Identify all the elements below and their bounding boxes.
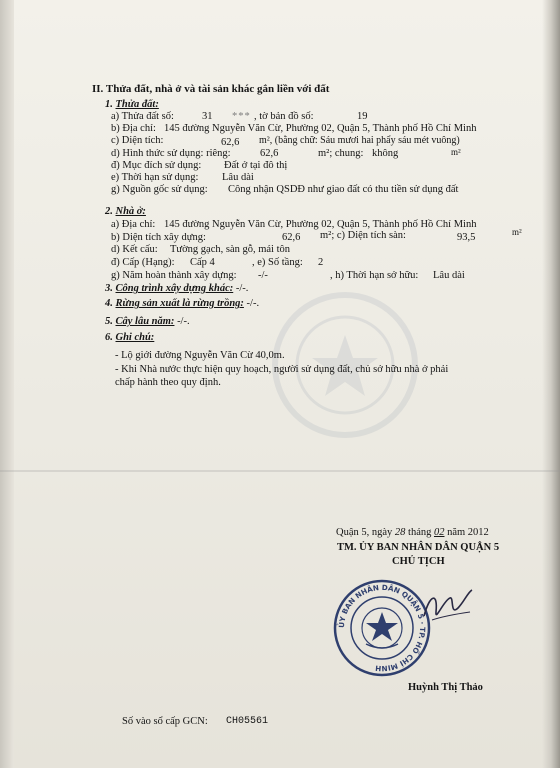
planted-forest-row: 4. Rừng sản xuất là rừng trồng: -/-. xyxy=(105,298,260,309)
other-works-row: 3. Công trình xây dựng khác: -/-. xyxy=(105,283,249,294)
land-parcel-value: 31 xyxy=(202,111,213,122)
land-map-label: , tờ bản đồ số: xyxy=(254,111,314,122)
signer-role: CHỦ TỊCH xyxy=(392,556,445,567)
land-purpose-label: đ) Mục đích sử dụng: xyxy=(111,160,202,171)
land-usage-private: 62,6 xyxy=(260,148,279,159)
land-parcel-redacted: *** xyxy=(232,111,251,122)
house-structure-label: d) Kết cấu: xyxy=(111,244,158,255)
house-floor-area-label: m²; c) Diện tích sàn: xyxy=(320,230,406,241)
registry-number-value: CH05561 xyxy=(226,716,269,727)
house-floors-value: 2 xyxy=(318,257,324,268)
perennial-trees-row: 5. Cây lâu năm: -/-. xyxy=(105,316,190,327)
land-term-label: e) Thời hạn sử dụng: xyxy=(111,172,199,183)
land-purpose-value: Đất ở tại đô thị xyxy=(224,160,288,171)
house-ownership-term-value: Lâu dài xyxy=(433,270,465,281)
house-grade-label: đ) Cấp (Hạng): xyxy=(111,257,175,268)
note-line-3: chấp hành theo quy định. xyxy=(115,377,221,388)
registry-number-label: Số vào sổ cấp GCN: xyxy=(122,716,208,727)
house-floors-label: , e) Số tầng: xyxy=(252,257,303,268)
land-origin-value: Công nhận QSDĐ như giao đất có thu tiền sử dụng đất xyxy=(228,184,459,195)
svg-text:ỦY BAN NHÂN DÂN QUẬN 5 · TP. H: ỦY BAN NHÂN DÂN QUẬN 5 · TP. HỒ CHÍ MINH xyxy=(336,582,428,674)
handwritten-signature xyxy=(420,586,480,632)
house-address-label: a) Địa chỉ: xyxy=(111,219,156,230)
land-area-label: c) Diện tích: xyxy=(111,135,164,146)
land-origin-label: g) Nguồn gốc sử dụng: xyxy=(111,184,208,195)
note-line-2: - Khi Nhà nước thực hiện quy hoạch, người sử dụng đất, chủ sở hữu nhà ở phải xyxy=(115,364,449,375)
land-usage-common-unit: m² xyxy=(451,147,461,157)
house-floor-area-unit: m² xyxy=(512,227,522,237)
page-shadow-left xyxy=(0,0,14,768)
notes-heading: 6. Ghi chú: xyxy=(105,332,155,343)
land-heading: 1. Thửa đất: xyxy=(105,99,159,110)
house-completion-label: g) Năm hoàn thành xây dựng: xyxy=(111,270,237,281)
land-address-value: 145 đường Nguyễn Văn Cừ, Phường 02, Quận 5, Thành phố Hồ Chí Minh xyxy=(164,123,477,134)
land-usage-form-label: d) Hình thức sử dụng: riêng: xyxy=(111,148,231,159)
land-usage-common-value: không xyxy=(372,148,399,159)
house-structure-value: Tường gạch, sàn gỗ, mái tôn xyxy=(170,244,291,255)
land-area-words: m², (bằng chữ: Sáu mươi hai phẩy sáu mét vuông) xyxy=(259,135,460,146)
paper-fold xyxy=(0,470,560,472)
land-parcel-label: a) Thửa đất số: xyxy=(111,111,174,122)
official-seal xyxy=(332,578,432,678)
house-address-value: 145 đường Nguyễn Văn Cừ, Phường 02, Quận 5, Thành phố Hồ Chí Minh xyxy=(164,219,477,230)
house-built-area-value: 62,6 xyxy=(282,232,301,243)
land-address-label: b) Địa chỉ: xyxy=(111,123,156,134)
land-term-value: Lâu dài xyxy=(222,172,254,183)
house-built-area-label: b) Diện tích xây dựng: xyxy=(111,232,206,243)
signer-name: Huỳnh Thị Thảo xyxy=(408,682,483,693)
house-grade-value: Cấp 4 xyxy=(190,257,215,268)
issue-date: Quận 5, ngày 28 tháng 02 năm 2012 xyxy=(336,527,489,538)
issuing-authority: TM. ỦY BAN NHÂN DÂN QUẬN 5 xyxy=(337,542,500,553)
house-floor-area-value: 93,5 xyxy=(457,232,476,243)
note-line-1: - Lộ giới đường Nguyễn Văn Cừ 40,0m. xyxy=(115,350,285,361)
land-area-value: 62,6 xyxy=(221,137,240,148)
house-completion-value: -/- xyxy=(258,270,268,281)
land-usage-common-label: m²; chung: xyxy=(318,148,364,159)
land-map-value: 19 xyxy=(357,111,368,122)
section-title: II. Thửa đất, nhà ở và tài sản khác gắn liền với đất xyxy=(92,83,330,95)
house-ownership-term-label: , h) Thời hạn sở hữu: xyxy=(330,270,419,281)
page-shadow-right xyxy=(542,0,560,768)
house-heading: 2. Nhà ở: xyxy=(105,206,146,217)
